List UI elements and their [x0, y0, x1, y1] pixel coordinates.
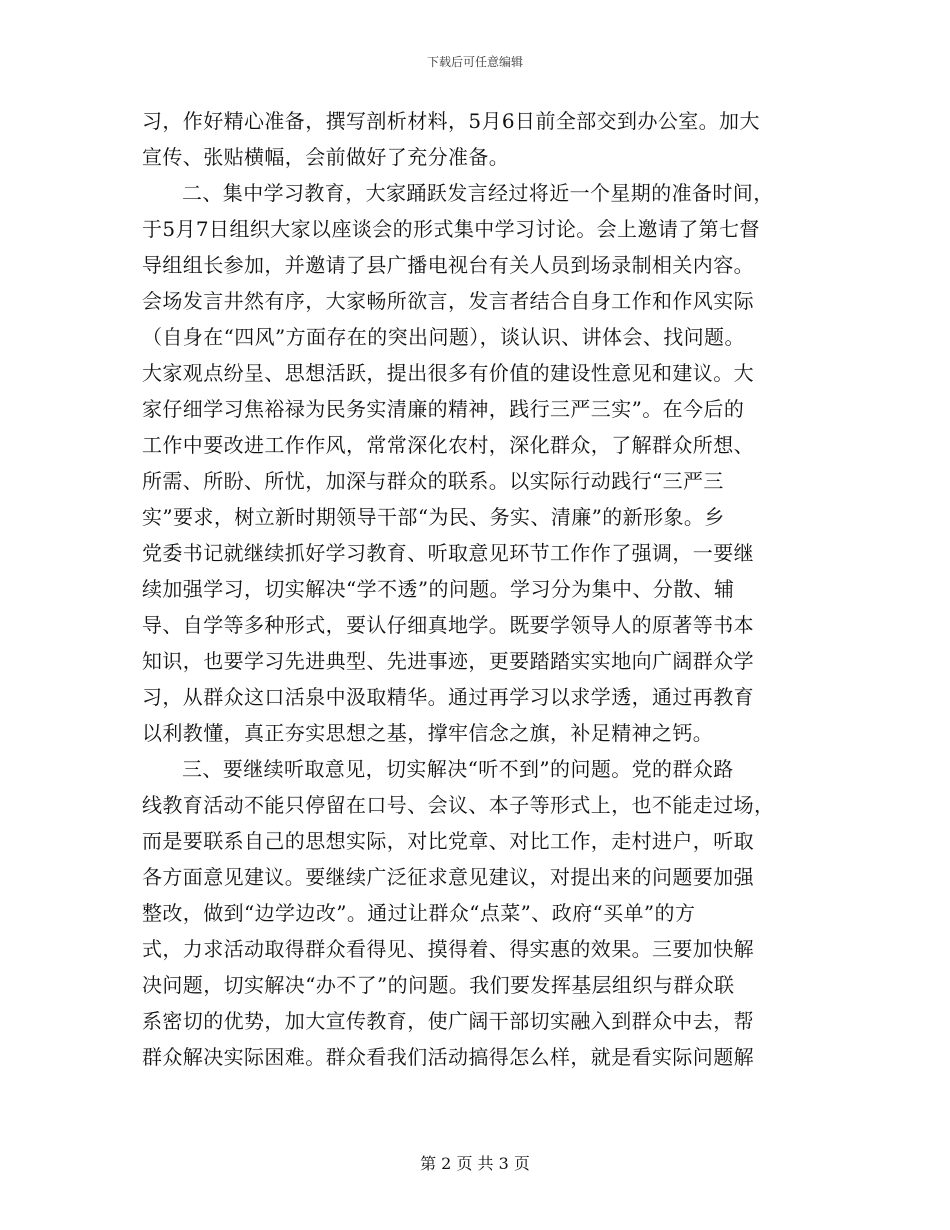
body-line: 而是要联系自己的思想实际，对比党章、对比工作，走村进户，听取	[142, 829, 754, 853]
body-line: （自身在“四风”方面存在的突出问题），谈认识、讲体会、找问题。	[142, 325, 745, 349]
body-line: 所需、所盼、所忧，加深与群众的联系。以实际行动践行“三严三	[142, 469, 724, 493]
body-line: 续加强学习，切实解决“学不透”的问题。学习分为集中、分散、辅	[142, 577, 735, 601]
body-line: 线教育活动不能只停留在口号、会议、本子等形式上，也不能走过场，	[142, 793, 775, 817]
body-line: 以利教懂，真正夯实思想之基，撑牢信念之旗，补足精神之钙。	[142, 721, 714, 745]
document-body	[142, 103, 802, 1075]
body-line: 家仔细学习焦裕禄为民务实清廉的精神，践行三严三实”。在今后的	[142, 397, 745, 421]
body-line: 习，从群众这口活泉中汲取精华。通过再学习以求学透，通过再教育	[142, 685, 754, 709]
body-line: 会场发言井然有序，大家畅所欲言，发言者结合自身工作和作风实际	[142, 289, 754, 313]
body-line: 整改，做到“边学边改”。通过让群众“点菜”、政府“买单”的方	[142, 901, 696, 925]
body-line: 式，力求活动取得群众看得见、摸得着、得实惠的效果。三要加快解	[142, 937, 754, 961]
body-line: 工作中要改进工作作风，常常深化农村，深化群众，了解群众所想、	[142, 433, 754, 457]
body-line: 大家观点纷呈、思想活跃，提出很多有价值的建设性意见和建议。大	[142, 361, 754, 385]
body-line: 党委书记就继续抓好学习教育、听取意见环节工作作了强调，一要继	[142, 541, 754, 565]
body-line: 于5月7日组织大家以座谈会的形式集中学习讨论。会上邀请了第七督	[142, 217, 760, 241]
body-line: 知识，也要学习先进典型、先进事迹，更要踏踏实实地向广阔群众学	[142, 649, 754, 673]
body-line: 各方面意见建议。要继续广泛征求意见建议，对提出来的问题要加强	[142, 865, 754, 889]
paragraph-start-line: 二、集中学习教育，大家踊跃发言经过将近一个星期的准备时间，	[182, 181, 774, 205]
page-number-footer: 第 2 页 共 3 页	[420, 1154, 530, 1173]
body-line: 宣传、张贴横幅，会前做好了充分准备。	[142, 145, 510, 169]
body-line: 群众解决实际困难。群众看我们活动搞得怎么样，就是看实际问题解	[142, 1045, 754, 1069]
body-line: 决问题，切实解决“办不了”的问题。我们要发挥基层组织与群众联	[142, 973, 735, 997]
body-line: 导组组长参加，并邀请了县广播电视台有关人员到场录制相关内容。	[142, 253, 754, 277]
body-line: 习，作好精心准备，撰写剖析材料，5月6日前全部交到办公室。加大	[142, 109, 760, 133]
paragraph-start-line: 三、要继续听取意见，切实解决“听不到”的问题。党的群众路	[182, 757, 734, 781]
page-header: 下载后可任意编辑	[426, 55, 523, 69]
body-line: 系密切的优势，加大宣传教育，使广阔干部切实融入到群众中去，帮	[142, 1009, 754, 1033]
body-line: 导、自学等多种形式，要认仔细真地学。既要学领导人的原著等书本	[142, 613, 754, 637]
body-line: 实”要求，树立新时期领导干部“为民、务实、清廉”的新形象。乡	[142, 505, 725, 529]
